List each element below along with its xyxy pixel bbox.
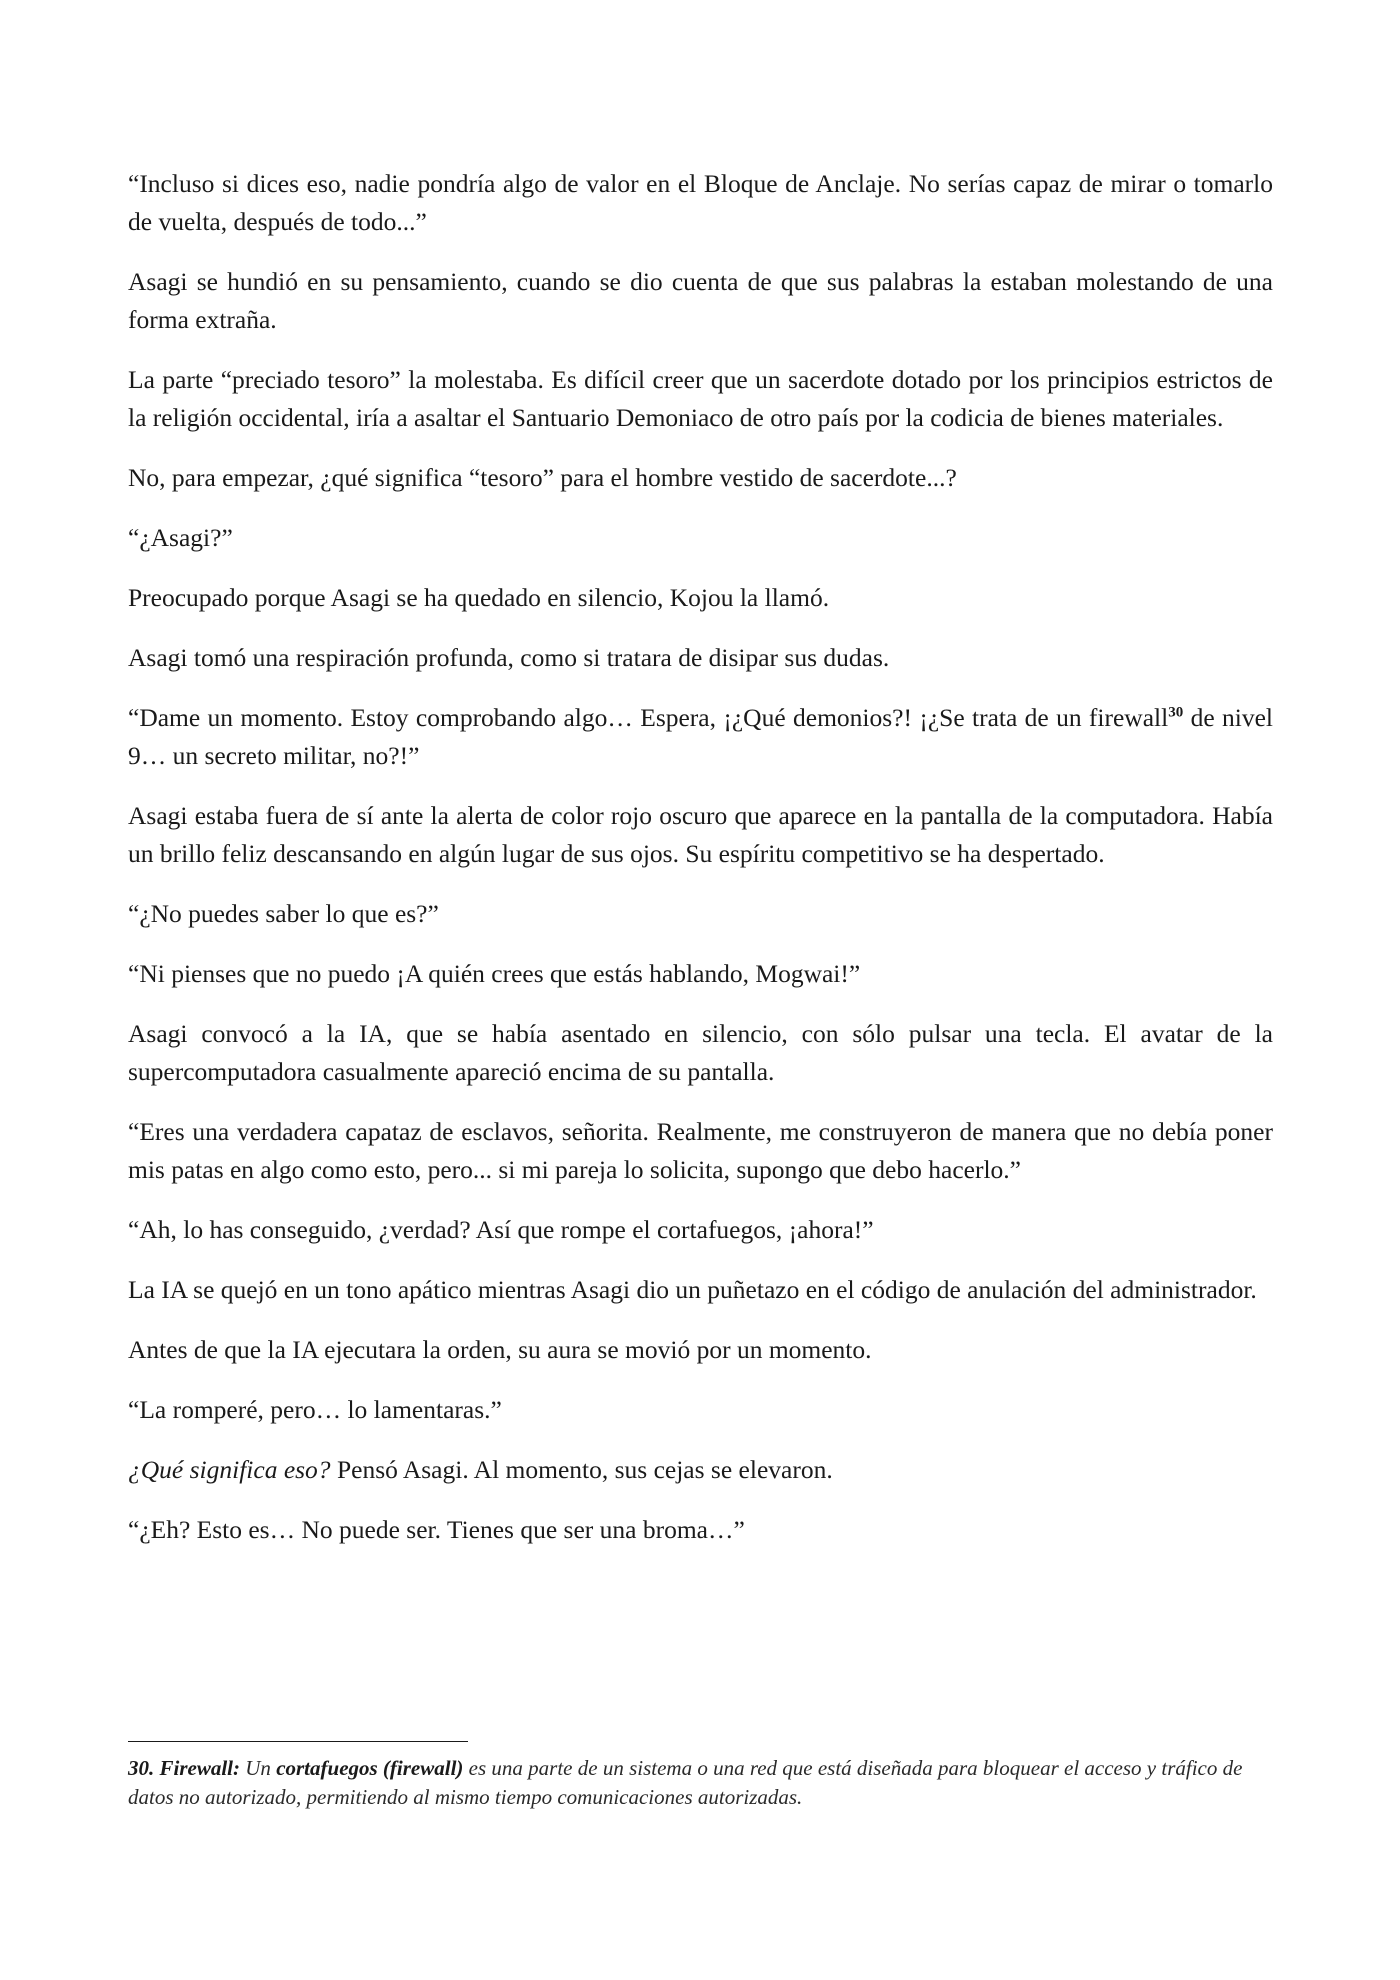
paragraph-text: Pensó Asagi. Al momento, sus cejas se elevaron.	[330, 1455, 833, 1484]
paragraph: “Ni pienses que no puedo ¡A quién crees que estás hablando, Mogwai!”	[128, 959, 861, 988]
paragraph: Antes de que la IA ejecutara la orden, su aura se movió por un momento.	[128, 1335, 872, 1364]
paragraph: “Incluso si dices eso, nadie pondría algo de valor en el Bloque de Anclaje. No serías capaz de mirar o tomarlo de vuelta, después de todo...”	[128, 169, 1273, 236]
paragraph: La IA se quejó en un tono apático mientras Asagi dio un puñetazo en el código de anulación del administrador.	[128, 1275, 1257, 1304]
paragraph: “Ah, lo has conseguido, ¿verdad? Así que rompe el cortafuegos, ¡ahora!”	[128, 1215, 874, 1244]
paragraph: La parte “preciado tesoro” la molestaba. Es difícil creer que un sacerdote dotado por los principios estrictos de la religión occidental, iría a asaltar el Santuario Demoniaco de otro país por la codicia de bienes materiales.	[128, 365, 1273, 432]
paragraph-with-footnote-ref	[128, 699, 1273, 775]
paragraph: “¿Eh? Esto es… No puede ser. Tienes que ser una broma…”	[128, 1515, 745, 1544]
footnote	[128, 1754, 1273, 1812]
footnote-term: cortafuegos (firewall)	[276, 1756, 464, 1780]
footnote-text: Un	[240, 1756, 277, 1780]
italic-thought: ¿Qué significa eso?	[128, 1455, 331, 1484]
footnote-label: 30. Firewall:	[128, 1756, 241, 1780]
page-body	[128, 165, 1273, 1549]
paragraph: “Eres una verdadera capataz de esclavos, señorita. Realmente, me construyeron de manera que no debía poner mis patas en algo como esto, pero... si mi pareja lo solicita, supongo que debo hacerlo.”	[128, 1117, 1273, 1184]
footnote-reference[interactable]: 30	[1168, 704, 1184, 721]
paragraph: Asagi se hundió en su pensamiento, cuando se dio cuenta de que sus palabras la estaban molestando de una forma extraña.	[128, 267, 1273, 334]
paragraph: No, para empezar, ¿qué significa “tesoro” para el hombre vestido de sacerdote...?	[128, 463, 957, 492]
paragraph: Asagi tomó una respiración profunda, como si tratara de disipar sus dudas.	[128, 643, 890, 672]
paragraph: Asagi convocó a la IA, que se había asentado en silencio, con sólo pulsar una tecla. El avatar de la supercomputadora casualmente apareció encima de su pantalla.	[128, 1019, 1273, 1086]
paragraph: Preocupado porque Asagi se ha quedado en silencio, Kojou la llamó.	[128, 583, 830, 612]
paragraph: “¿No puedes saber lo que es?”	[128, 899, 439, 928]
paragraph-with-italic	[128, 1451, 1273, 1489]
paragraph: “La romperé, pero… lo lamentaras.”	[128, 1395, 502, 1424]
paragraph-text: de nivel 9… un secreto militar, no?!”	[128, 703, 1273, 770]
footnote-divider	[128, 1741, 468, 1742]
paragraph-text: “Dame un momento. Estoy comprobando algo… Espera, ¡¿Qué demonios?! ¡¿Se trata de un firewall	[128, 703, 1169, 732]
paragraph: Asagi estaba fuera de sí ante la alerta de color rojo oscuro que aparece en la pantalla de la computadora. Había un brillo feliz descansando en algún lugar de sus ojos. Su espíritu competitivo se ha despertado.	[128, 801, 1273, 868]
footnote-text: es una parte de un sistema o una red que está diseñada para bloquear el acceso y tráfico de datos no autorizado, permitiendo al mismo tiempo comunicaciones autorizadas.	[128, 1756, 1243, 1809]
paragraph: “¿Asagi?”	[128, 523, 233, 552]
